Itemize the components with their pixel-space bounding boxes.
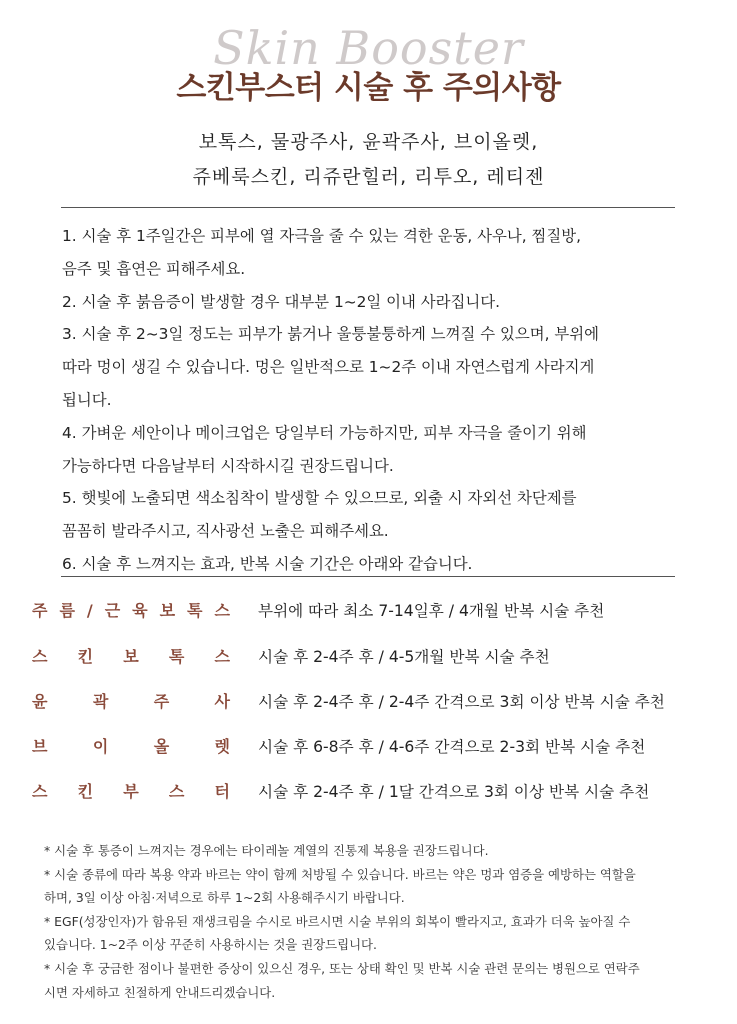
footnotes — [44, 839, 704, 1004]
note-line: 2. 시술 후 붉음증이 발생할 경우 대부분 1~2일 이내 사라집니다. — [62, 292, 501, 311]
treatment-name-char: 스 — [214, 647, 230, 666]
notes-list — [62, 220, 702, 581]
treatment-description: 부위에 따라 최소 7-14일후 / 4개월 반복 시술 추천 — [258, 602, 605, 620]
footnote-line: 있습니다. 1~2주 이상 꾸준히 사용하시는 것을 권장드립니다. — [44, 937, 377, 953]
treatment-name-char: 올 — [153, 737, 170, 756]
treatment-name-char: 주 — [32, 601, 48, 620]
footnote-line: * 시술 후 궁금한 점이나 불편한 증상이 있으신 경우, 또는 상태 확인 및 반복 시술 관련 문의는 병원으로 연락주 — [44, 960, 640, 976]
note-line: 1. 시술 후 1주일간은 피부에 열 자극을 줄 수 있는 격한 운동, 사우나, 찜질방, — [62, 227, 582, 245]
footnote-line: * 시술 종류에 따라 복용 약과 바르는 약이 함께 처방될 수 있습니다. 바르는 약은 멍과 염증을 예방하는 역할을 — [44, 866, 636, 882]
treatment-row — [0, 642, 737, 688]
treatment-name-char: 스 — [32, 782, 48, 801]
bottom-divider — [61, 576, 675, 577]
treatment-name-char: / — [86, 601, 93, 620]
note-line: 3. 시술 후 2~3일 정도는 피부가 붉거나 울퉁불퉁하게 느껴질 수 있으며, 부위에 — [62, 325, 600, 344]
treatment-name-char: 킨 — [77, 782, 94, 801]
treatment-name-char: 스 — [214, 601, 230, 620]
treatment-name — [32, 642, 230, 672]
note-line: 4. 가벼운 세안이나 메이크업은 당일부터 가능하지만, 피부 자극을 줄이기 위해 — [62, 423, 587, 442]
treatment-name-char: 렛 — [214, 737, 230, 756]
note-line: 가능하다면 다음날부터 시작하시길 권장드립니다. — [62, 456, 394, 475]
footnote-line: 하며, 3일 이상 아침·저녁으로 하루 1~2회 사용해주시기 바랍니다. — [44, 890, 405, 906]
note-line: 5. 햇빛에 노출되면 색소침착이 발생할 수 있으므로, 외출 시 자외선 차단제를 — [62, 489, 577, 508]
footnote-line: * 시술 후 통증이 느껴지는 경우에는 타이레놀 계열의 진통제 복용을 권장드립니다. — [44, 843, 489, 858]
subtitle-line: 쥬베룩스킨, 리쥬란힐러, 리투오, 레티젠 — [192, 166, 545, 188]
note-line: 6. 시술 후 느껴지는 효과, 반복 시술 기간은 아래와 같습니다. — [62, 554, 473, 573]
treatment-name-char: 이 — [92, 737, 109, 756]
treatment-name-char: 보 — [123, 647, 139, 666]
footnote-line: 시면 자세하고 친절하게 안내드리겠습니다. — [44, 984, 276, 1000]
treatment-name-char: 브 — [32, 737, 48, 756]
treatment-name-char: 스 — [168, 782, 185, 801]
treatment-name-char: 톡 — [168, 647, 185, 666]
treatment-name-char: 터 — [214, 782, 230, 801]
treatment-name-char: 육 — [132, 601, 148, 620]
treatment-name — [32, 777, 230, 807]
treatment-description: 시술 후 2-4주 후 / 1달 간격으로 3회 이상 반복 시술 추천 — [258, 783, 650, 801]
footnote-line: * EGF(성장인자)가 함유된 재생크림을 수시로 바르시면 시술 부위의 회복이 빨라지고, 효과가 더욱 높아질 수 — [44, 913, 631, 929]
treatment-name-char: 근 — [104, 601, 121, 620]
treatment-row — [0, 596, 737, 642]
treatment-name — [32, 596, 230, 626]
note-line: 음주 및 흡연은 피해주세요. — [62, 259, 246, 278]
script-title: Skin Booster — [213, 21, 524, 75]
top-divider — [61, 207, 675, 208]
note-line: 됩니다. — [62, 390, 112, 409]
treatment-description: 시술 후 6-8주 후 / 4-6주 간격으로 2-3회 반복 시술 추천 — [258, 738, 646, 756]
treatment-name-char: 킨 — [77, 647, 94, 666]
page-title: 스킨부스터 시술 후 주의사항 — [176, 70, 561, 106]
treatment-name — [32, 732, 230, 762]
treatment-row — [0, 777, 737, 823]
treatment-name-char: 톡 — [187, 601, 203, 620]
subtitle-line: 보톡스, 물광주사, 윤곽주사, 브이올렛, — [198, 131, 539, 153]
treatment-name-char: 름 — [59, 601, 75, 620]
treatment-description: 시술 후 2-4주 후 / 2-4주 간격으로 3회 이상 반복 시술 추천 — [258, 693, 665, 711]
treatment-name-char: 주 — [153, 692, 170, 711]
treatment-name-char: 곽 — [92, 692, 109, 711]
treatment-name-char: 사 — [214, 692, 230, 711]
treatment-name-char: 스 — [32, 647, 48, 666]
note-line: 따라 멍이 생길 수 있습니다. 멍은 일반적으로 1~2주 이내 자연스럽게 사라지게 — [62, 358, 595, 377]
treatment-name-char: 보 — [159, 601, 176, 620]
note-line: 꼼꼼히 발라주시고, 직사광선 노출은 피해주세요. — [62, 522, 389, 541]
treatment-row — [0, 732, 737, 778]
treatment-name — [32, 687, 230, 717]
treatment-name-char: 윤 — [32, 692, 48, 711]
treatment-name-char: 부 — [123, 782, 139, 801]
treatment-description: 시술 후 2-4주 후 / 4-5개월 반복 시술 추천 — [258, 648, 550, 666]
treatment-row — [0, 687, 737, 733]
